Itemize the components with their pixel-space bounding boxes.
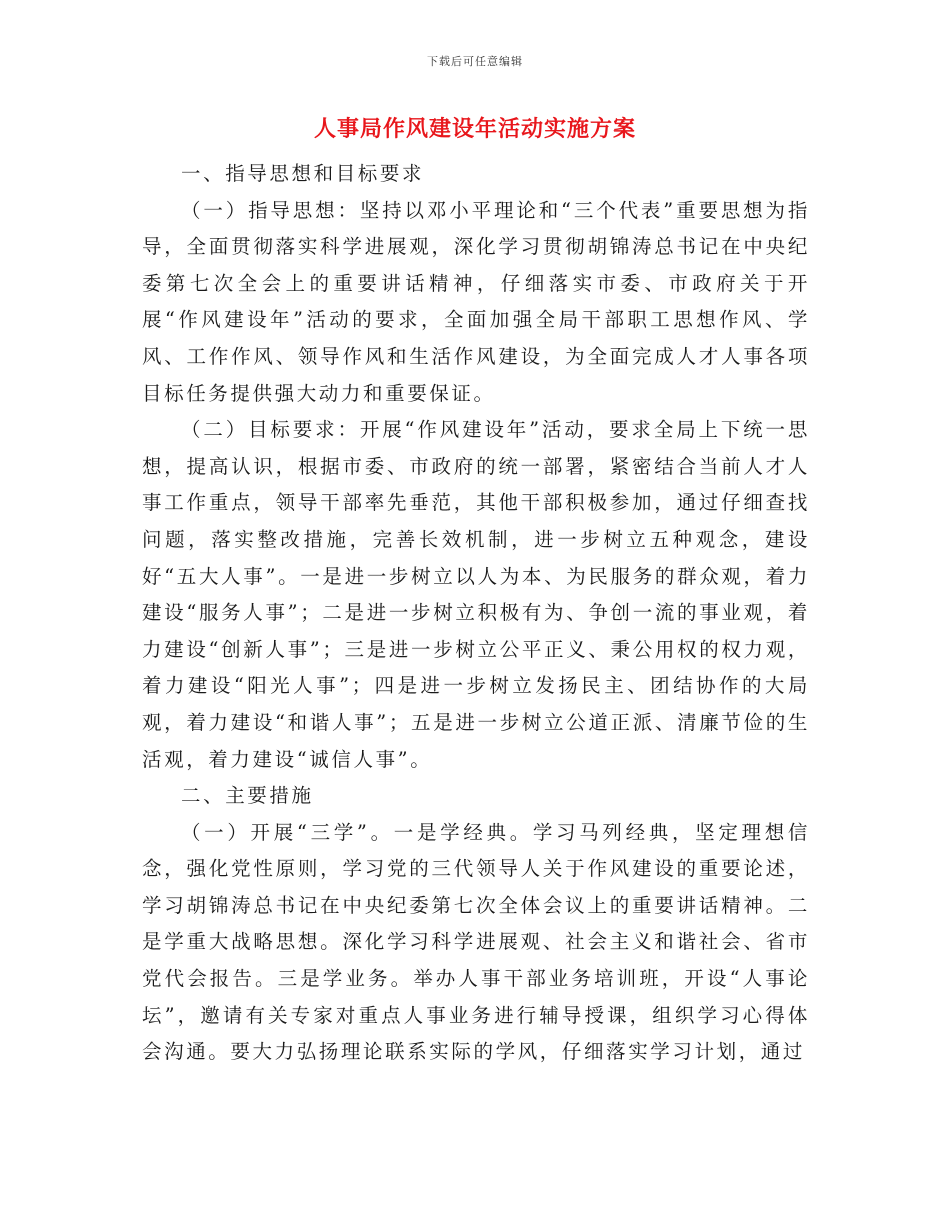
paragraph-guiding-ideology: （一）指导思想：坚持以邓小平理论和“三个代表”重要思想为指导，全面贯彻落实科学进展观，深化学习贯彻胡锦涛总书记在中央纪委第七次全会上的重要讲话精神，仔细落实市委、市政府关于开展“作风建设年”活动的要求，全面加强全局干部职工思想作风、学风、工作作风、领导作风和生活作风建设，为全面完成人才人事各项目标任务提供强大动力和重要保证。 <box>142 198 810 405</box>
section-heading-main-measures: 二、主要措施 <box>181 784 314 808</box>
section-heading-guiding-ideology: 一、指导思想和目标要求 <box>181 162 425 185</box>
paragraph-target-requirements: （二）目标要求：开展“作风建设年”活动，要求全局上下统一思想，提高认识，根据市委、市政府的统一部署，紧密结合当前人才人事工作重点，领导干部率先垂范，其他干部积极参加，通过仔细查找问题，落实整改措施，完善长效机制，进一步树立五种观念，建设好“五大人事”。一是进一步树立以人为本、为民服务的群众观，着力建设“服务人事”；二是进一步树立积极有为、争创一流的事业观，着力建设“创新人事”；三是进一步树立公平正义、秉公用权的权力观，着力建设“阳光人事”；四是进一步树立发扬民主、团结协作的大局观，着力建设“和谐人事”；五是进一步树立公道正派、清廉节俭的生活观，着力建设“诚信人事”。 <box>142 418 810 771</box>
page-header-note: 下载后可任意编辑 <box>427 55 523 68</box>
document-title: 人事局作风建设年活动实施方案 <box>313 116 636 142</box>
document-body <box>142 156 810 1071</box>
paragraph-three-studies: （一）开展“三学”。一是学经典。学习马列经典，坚定理想信念，强化党性原则，学习党的三代领导人关于作风建设的重要论述，学习胡锦涛总书记在中央纪委第七次全体会议上的重要讲话精神。二是学重大战略思想。深化学习科学进展观、社会主义和谐社会、省市党代会报告。三是学业务。举办人事干部业务培训班，开设“人事论坛”，邀请有关专家对重点人事业务进行辅导授课，组织学习心得体会沟通。要大力弘扬理论联系实际的学风，仔细落实学习计划，通过 <box>142 820 810 1064</box>
